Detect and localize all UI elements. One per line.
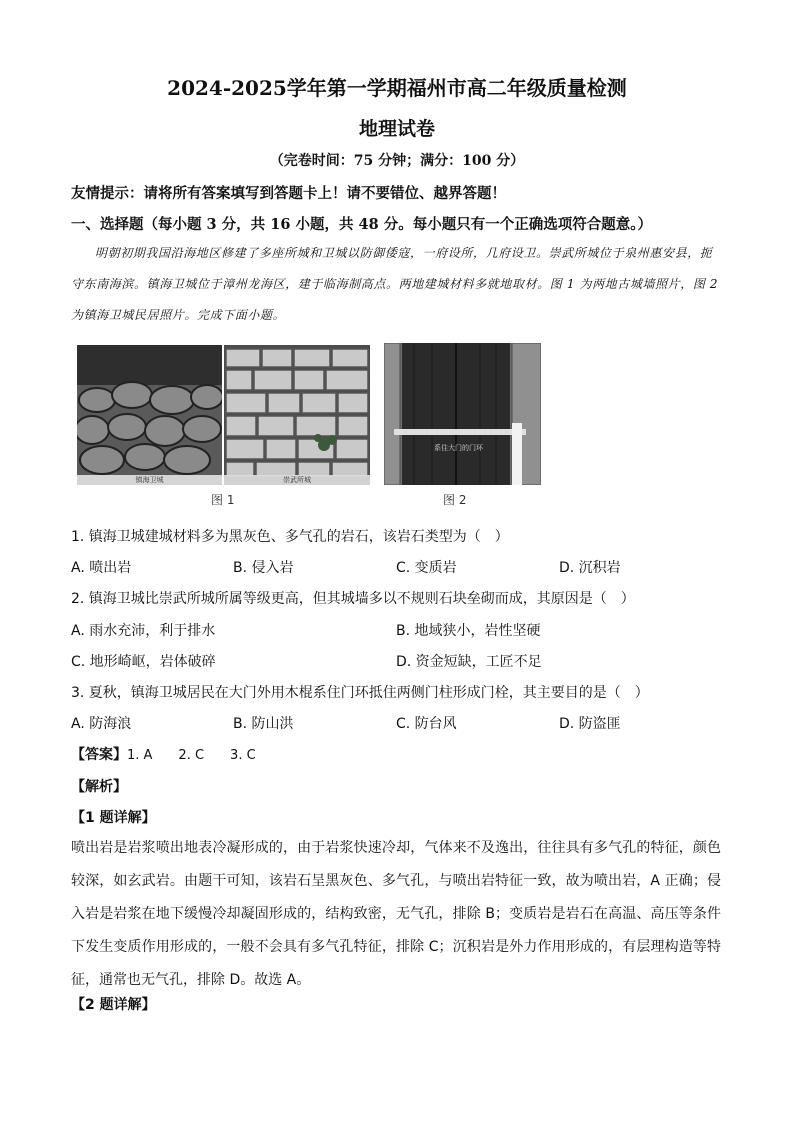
question-3-option-b: B. 防山洪 [233, 716, 294, 732]
fig1-label: 图 1 [211, 493, 235, 507]
fig2-caption: 系住大门的门环 [434, 444, 483, 452]
question-3-option-a: A. 防海浪 [71, 716, 132, 732]
detail-2-label: 【2 题详解】 [71, 997, 156, 1013]
detail-1-text: 喷出岩是岩浆喷出地表冷凝形成的，由于岩浆快速冷却，气体来不及逸出，往往具有多气孔的特征，颜色较深，如玄武岩。由题干可知，该岩石呈黑灰色、多气孔，与喷出岩特征一致，故为喷出岩，A 正确；侵入岩是岩浆在地下缓慢冷却凝固形成的，结构致密，无气孔，排除 B；变质岩是岩石在高温、高压等条件下发生变质作用形成的，一般不会具有多气孔特征，排除 C；沉积岩是外力作用形成的，有层理构造等特征，通常也无气孔，排除 D。故选 A。 [71, 840, 721, 988]
analysis-label: 【解析】 [71, 779, 127, 795]
question-3-option-d: D. 防盗匪 [559, 716, 621, 732]
question-1-stem: 1. 镇海卫城建城材料多为黑灰色、多气孔的岩石，该岩石类型为（ ） [71, 529, 509, 545]
question-2-option-c: C. 地形崎岖，岩体破碎 [71, 654, 216, 670]
main-title: 2024-2025学年第一学期福州市高二年级质量检测 [167, 76, 627, 100]
friendly-tip: 友情提示：请将所有答案填写到答题卡上！请不要错位、越界答题！ [71, 185, 506, 202]
question-1-option-d: D. 沉积岩 [559, 560, 621, 576]
detail-1-label: 【1 题详解】 [71, 810, 156, 826]
exam-info: （完卷时间：75 分钟；满分：100 分） [269, 153, 525, 169]
fig2-label: 图 2 [443, 493, 467, 507]
question-1-option-b: B. 侵入岩 [233, 560, 294, 576]
fig1-photo-zhenhai-wall [77, 345, 222, 485]
fig1-photo-chongwu-wall [224, 345, 370, 485]
question-2-option-d: D. 资金短缺，工匠不足 [396, 654, 542, 670]
fig1-caption-left: 镇海卫城 [77, 475, 222, 485]
answer-label: 【答案】 [71, 747, 127, 763]
question-2-option-b: B. 地域狭小，岩性坚硬 [396, 623, 541, 639]
fig1-caption-right: 崇武所城 [224, 475, 370, 485]
question-2-stem: 2. 镇海卫城比崇武所城所属等级更高，但其城墙多以不规则石块垒砌而成，其原因是（ ） [71, 591, 635, 607]
question-2-option-a: A. 雨水充沛，利于排水 [71, 623, 216, 639]
fig2-photo-door [384, 343, 541, 485]
subject-title: 地理试卷 [358, 118, 435, 140]
answer-values: 1. A 2. C 3. C [127, 748, 256, 763]
section-heading: 一、选择题（每小题 3 分，共 16 小题，共 48 分。每小题只有一个正确选项符合题意。） [71, 216, 652, 233]
question-1-option-a: A. 喷出岩 [71, 560, 132, 576]
answer-line [71, 744, 256, 764]
question-3-stem: 3. 夏秋，镇海卫城居民在大门外用木棍系住门环抵住两侧门柱形成门栓，其主要目的是（ ） [71, 685, 649, 701]
reading-passage: 明朝初期我国沿海地区修建了多座所城和卫城以防御倭寇，一府设所，几府设卫。崇武所城位于泉州惠安县，扼守东南海滨。镇海卫城位于漳州龙海区，建于临海制高点。两地建城材料多就地取材。图 1 为两地古城墙照片，图 2 为镇海卫城民居照片。完成下面小题。 [71, 246, 719, 322]
question-1-option-c: C. 变质岩 [396, 560, 457, 576]
question-3-option-c: C. 防台风 [396, 716, 457, 732]
